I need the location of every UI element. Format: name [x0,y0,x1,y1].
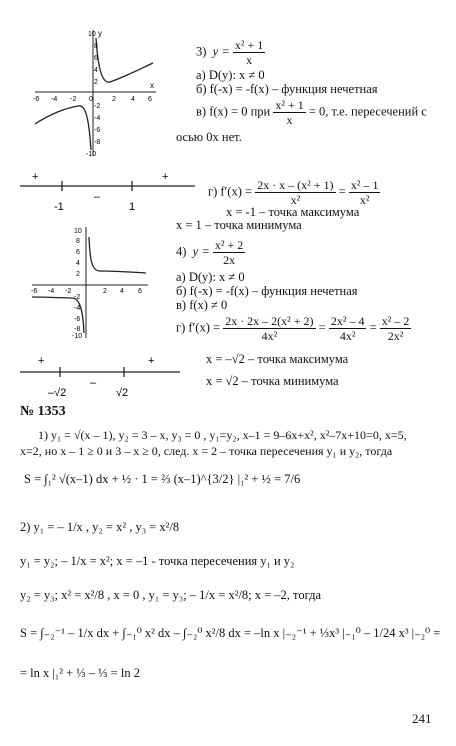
x-tick: 2 [112,96,116,103]
minus-sign: – [94,191,101,203]
x-tick: -4 [48,288,55,295]
odd-line: б) f(-x) = -f(x) – функция нечетная [196,82,378,96]
denominator: 2x² [387,329,404,343]
x-axis-label: x [150,81,154,90]
problem-line-1: 1) y₁ = √(x – 1), y₂ = 3 – x, y₃ = 0 , y₁=y₂, x–1 = 9–6x+x², x²–7x+10=0, x=5, [38,428,407,442]
fraction [329,314,367,343]
graph-2 [30,225,150,340]
curve-right-branch [96,38,153,82]
y-tick: 8 [76,238,80,245]
zero-line [196,98,427,127]
y-tick: 4 [94,67,98,74]
func-lhs: y = [192,244,210,259]
fraction [255,178,335,207]
page-number: 241 [412,711,432,726]
x-tick: 4 [131,96,135,103]
text: в) f(x) = 0 при [196,104,271,119]
numerator: x² + 2 [214,238,244,252]
text: г) f′(x) = [208,184,253,199]
y-axis-label: y [98,29,102,38]
problem-line-2: x=2, но x – 1 ≥ 0 и 3 – x ≥ 0, след. x = 2 – точка пересечения y₁ и y₂, тогда [20,444,393,458]
y-tick: 2 [94,79,98,86]
fraction [273,98,305,127]
y-tick: -4 [74,305,81,312]
text: г) f′(x) = [176,320,221,335]
fraction [380,314,412,343]
item-number: 4) [176,244,187,259]
y-tick: -8 [74,326,81,333]
y-tick: -10 [72,333,83,340]
problem-line-5: y₂ = y₃; x² = x²/8 , x = 0 , y₁ = y₃; – 1/x = x²/8; x = –2, тогда [20,588,322,602]
problem-line-3: 2) y₁ = – 1/x , y₂ = x² , y₃ = x²/8 [20,520,180,534]
fraction [349,178,381,207]
fraction [213,238,245,267]
fraction [233,38,265,67]
denominator: x² [290,193,301,207]
plus-sign: + [32,171,39,183]
x-tick: 6 [138,288,142,295]
x-tick: 0 [89,96,93,103]
curve-right-branch [89,237,146,273]
min-line: x = 1 – точка минимума [176,218,302,232]
y-tick: 4 [76,260,80,267]
y-tick: 6 [76,249,80,256]
x-tick: -6 [33,96,40,103]
domain-line: а) D(y): x ≠ 0 [196,68,265,82]
plus-sign: + [162,171,169,183]
numerator: x² – 1 [350,178,379,192]
area-formula-3: = ln x |₁² + ⅓ – ⅓ = ln 2 [20,666,140,680]
y-tick: -6 [74,316,81,323]
sign-line-1 [20,168,195,213]
max-line: x = –√2 – точка максимума [206,352,349,366]
x-tick: -2 [65,288,72,295]
x-tick: -4 [51,96,58,103]
curve-left-branch [35,106,91,150]
x-tick: -2 [70,96,77,103]
x-tick: 4 [120,288,124,295]
item-number: 3) [196,44,207,59]
denominator: 4x² [261,329,278,343]
numerator: 2x · x – (x² + 1) [257,178,334,192]
min-line: x = √2 – точка минимума [206,374,339,388]
zero-line: в) f(x) ≠ 0 [176,298,228,312]
y-tick: -2 [74,294,81,301]
max-line: x = -1 – точка максимума [226,205,360,219]
numerator: x² – 2 [381,314,410,328]
numerator: x² + 1 [234,38,264,52]
y-tick: -2 [94,103,101,110]
odd-line: б) f(-x) = -f(x) – функция нечетная [176,284,358,298]
y-tick: 6 [94,55,98,62]
domain-line: а) D(y): x ≠ 0 [176,270,245,284]
y-tick: 8 [94,43,98,50]
x-tick: -6 [31,288,38,295]
y-tick: -10 [86,151,97,158]
numerator: 2x² – 4 [330,314,365,328]
text: = 0, т.е. пересечений с [308,104,427,119]
x-tick: 2 [103,288,107,295]
denominator: 4x² [339,329,356,343]
plus-sign: + [148,355,155,367]
sign-line-2 [20,350,180,398]
graph-1 [30,28,160,158]
plus-sign: + [38,355,45,367]
denominator: x² [359,193,370,207]
numerator: 2x · 2x – 2(x² + 2) [225,314,314,328]
point-label: √2 [116,387,129,398]
y-tick: 2 [76,271,80,278]
y-tick: -8 [94,139,101,146]
minus-sign: – [90,377,97,389]
part4-function [176,238,245,267]
denominator: x [246,53,253,67]
area-formula-2: S = ∫₋₂⁻¹ – 1/x dx + ∫₋₁⁰ x² dx – ∫₋₂⁰ x²/8 dx = –ln x |₋₂⁻¹ + ⅓x³ |₋₁⁰ – 1/24 x³ |₋₂⁰ = [20,626,441,640]
problem-number: № 1353 [20,404,66,419]
denominator: x [286,113,293,127]
part4-derivative: г) f′(x) = $\frac{\text{2x · 2x – 2(x² + 2)}}{\text{4x²}}$ = $\frac{\text{2x² – 4}}{\text{4x²}}$ = $\frac{\text{x² – 2}}{\text{2x²}}$ [176,314,410,343]
numerator: x² + 1 [275,98,304,112]
fraction [223,314,315,343]
y-tick: 10 [74,228,82,235]
area-formula-1: S = ∫₁² √(x–1) dx + ½ · 1 = ⅔ (x–1)^{3/2} |₁² + ½ = 7/6 [24,472,301,486]
part3-function [196,38,265,67]
problem-line-4: y₁ = y₂; – 1/x = x²; x = –1 - точка пересечения y₁ и y₂ [20,554,295,568]
y-tick: 10 [88,31,96,38]
zero-line-cont: осью 0x нет. [176,130,242,144]
func-lhs: y = [212,44,230,59]
y-tick: -4 [94,115,101,122]
point-label: –√2 [48,387,67,398]
denominator: 2x [223,253,236,267]
point-label: 1 [129,201,136,213]
x-tick: 6 [148,96,152,103]
part3-derivative: г) f′(x) = $\frac{\text{2x · x – (x² + 1)}}{\text{x²}}$ = $\frac{\text{x² – 1}}{\text{x²}}$ [208,178,379,207]
point-label: -1 [54,201,64,213]
y-tick: -6 [94,127,101,134]
